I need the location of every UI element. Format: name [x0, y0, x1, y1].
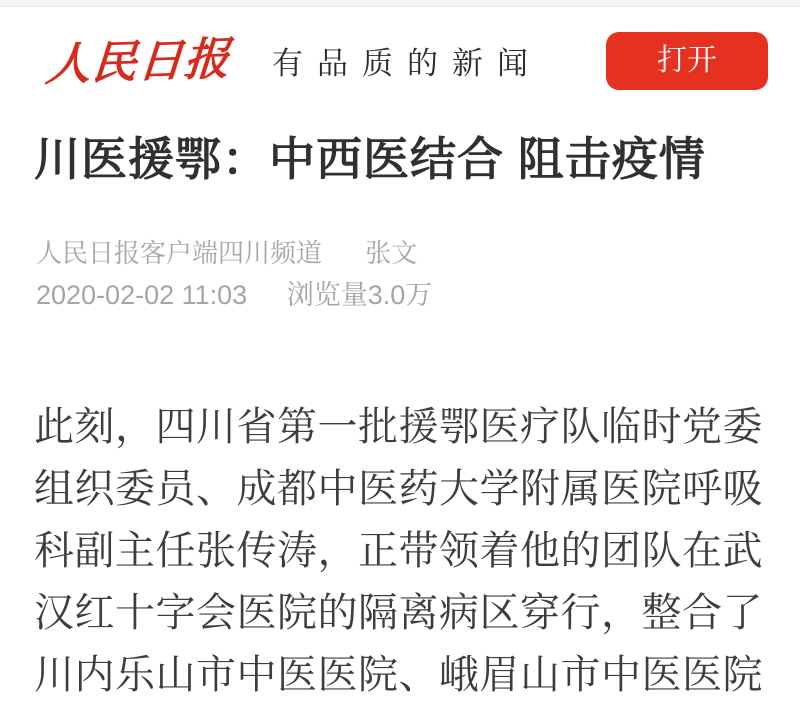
body-line: 组织委员、成都中医药大学附属医院呼吸	[34, 467, 763, 511]
top-divider	[0, 0, 800, 7]
open-app-button[interactable]: 打开	[606, 32, 768, 90]
publish-datetime: 2020-02-02 11:03	[36, 280, 248, 310]
meta-row	[0, 280, 800, 310]
peoples-daily-logo: 人民日报	[43, 31, 233, 91]
author-name: 张文	[365, 238, 418, 268]
article-body	[0, 396, 800, 706]
body-line: 此刻，四川省第一批援鄂医疗队临时党委	[34, 405, 763, 449]
body-line: 科副主任张传涛，正带领着他的团队在武	[34, 529, 763, 573]
view-count: 浏览量3.0万	[286, 280, 433, 310]
body-line: 汉红十字会医院的隔离病区穿行，整合了	[34, 591, 763, 635]
source-name[interactable]: 人民日报客户端四川频道	[36, 238, 323, 268]
banner-tagline: 有品质的新闻	[272, 45, 543, 81]
body-line: 川内乐山市中医医院、峨眉山市中医医院	[34, 653, 763, 697]
byline	[0, 239, 800, 267]
article-title: 川医援鄂：中西医结合 阻击疫情	[34, 133, 706, 185]
article	[0, 131, 800, 706]
app-banner	[0, 7, 800, 103]
